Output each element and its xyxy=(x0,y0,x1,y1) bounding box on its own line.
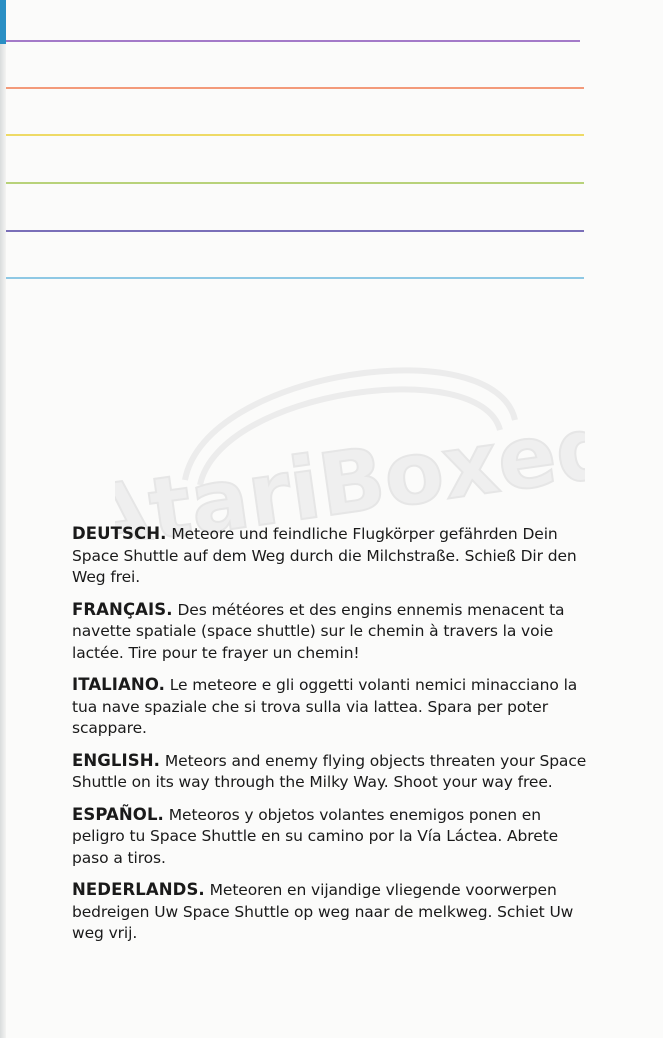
language-label: ITALIANO. xyxy=(72,675,165,694)
light-blue-stripe xyxy=(6,277,584,279)
paragraph-english xyxy=(72,750,592,794)
paragraph-text: Le meteore e gli oggetti volanti nemici minacciano la tua nave spaziale che si trova sulla via lattea. Spara per poter scappare. xyxy=(72,676,578,737)
watermark-graphic xyxy=(115,330,585,540)
language-label: NEDERLANDS. xyxy=(72,880,205,899)
paragraph-nederlands xyxy=(72,879,592,945)
green-stripe xyxy=(6,182,584,184)
language-label: FRANÇAIS. xyxy=(72,599,173,619)
watermark xyxy=(115,330,585,540)
paragraph-espanol xyxy=(72,804,592,870)
multilingual-description xyxy=(72,523,592,955)
watermark-text: AtariBoxed xyxy=(115,396,585,540)
language-label: ENGLISH. xyxy=(72,750,161,770)
paragraph-text: Des météores et des engins ennemis menacent ta navette spatiale (space shuttle) sur le chemin à travers la voie lactée. Tire pour te frayer un chemin! xyxy=(72,600,565,662)
paragraph-deutsch xyxy=(72,523,592,589)
orange-stripe xyxy=(6,87,584,89)
language-label: DEUTSCH. xyxy=(72,524,167,543)
yellow-stripe xyxy=(6,134,584,136)
paragraph-francais xyxy=(72,599,592,665)
paragraph-text: Meteore und feindliche Flugkörper gefährden Dein Space Shuttle auf dem Weg durch die Milchstraße. Schieß Dir den Weg frei. xyxy=(72,525,577,586)
paragraph-text: Meteors and enemy flying objects threaten your Space Shuttle on its way through the Milky Way. Shoot your way free. xyxy=(72,751,587,791)
paragraph-italiano xyxy=(72,674,592,740)
paragraph-text: Meteoros y objetos volantes enemigos ponen en peligro tu Space Shuttle en su camino por la Vía Láctea. Abrete paso a tiros. xyxy=(72,805,559,867)
binding-edge xyxy=(0,0,6,1038)
binding-color-mark xyxy=(0,0,6,44)
purple-stripe xyxy=(6,230,584,232)
violet-stripe xyxy=(6,40,580,42)
paragraph-text: Meteoren en vijandige vliegende voorwerpen bedreigen Uw Space Shuttle op weg naar de melkweg. Schiet Uw weg vrij. xyxy=(72,881,574,942)
language-label: ESPAÑOL. xyxy=(72,804,164,824)
